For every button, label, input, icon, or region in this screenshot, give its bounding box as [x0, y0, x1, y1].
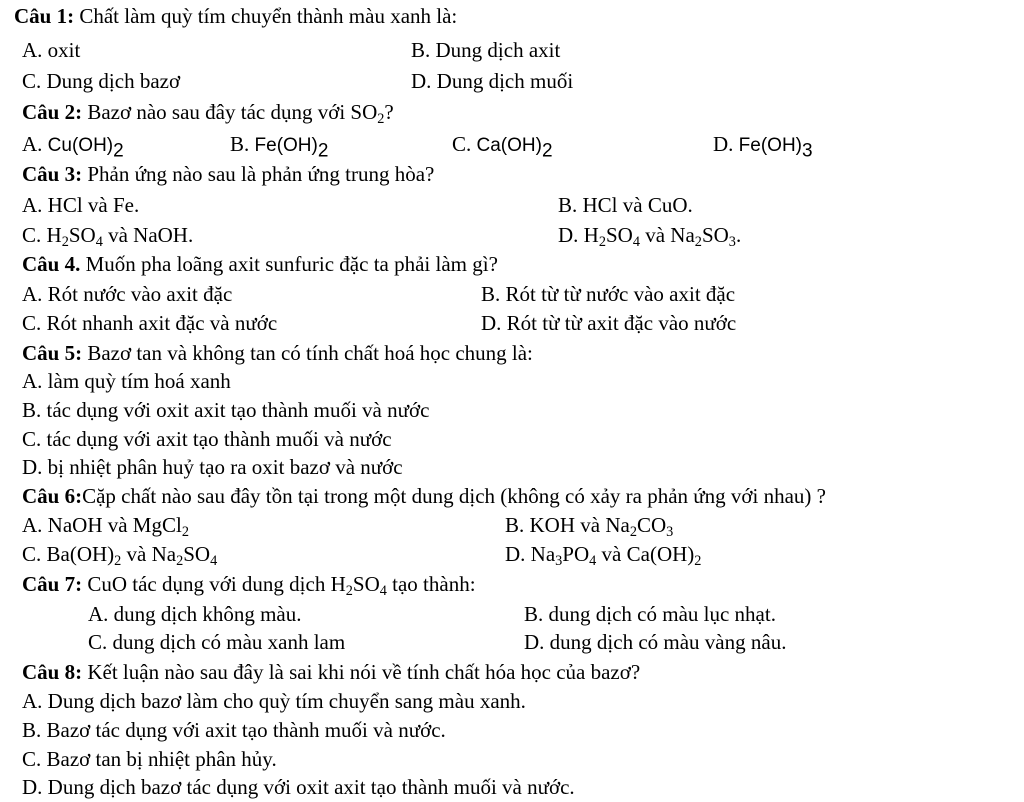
option-b: B. KOH và $Na_2CO_3$ — [505, 513, 674, 540]
question-text: Phản ứng nào sau là phản ứng trung hòa? — [82, 162, 435, 186]
question-label: Câu 3: — [22, 162, 83, 186]
options-row — [0, 396, 1024, 425]
question-2 — [22, 98, 394, 127]
option-d: D. $Fe(OH)_3$ — [713, 132, 813, 162]
option-d: D. Rót từ từ axit đặc vào nước — [481, 311, 737, 335]
options-row — [0, 280, 1024, 309]
question-text: Chất làm quỳ tím chuyển thành màu xanh là: — [74, 4, 458, 28]
subscript: 2 — [377, 110, 385, 127]
option-d: D. dung dịch có màu vàng nâu. — [524, 630, 787, 654]
options-row — [0, 453, 1024, 482]
question-text: Bazơ nào sau đây tác dụng với SO — [82, 100, 378, 124]
question-6 — [22, 482, 826, 511]
option-c: C. dung dịch có màu xanh lam — [88, 630, 346, 654]
question-8 — [22, 658, 640, 687]
option-b: B. tác dụng với oxit axit tạo thành muối và nước — [22, 398, 430, 422]
option-a: A. $Cu(OH)_2$ — [22, 132, 124, 162]
option-d: D. $Na_3PO_4$ và $Ca(OH)_2$ — [505, 542, 702, 569]
options-row — [0, 716, 1024, 745]
question-label: Câu 5: — [22, 341, 83, 365]
question-text: Muốn pha loãng axit sunfuric đặc ta phải làm gì? — [80, 252, 498, 276]
options-row — [0, 367, 1024, 396]
options-row — [0, 309, 1024, 338]
options-row — [0, 540, 1024, 569]
options-row — [0, 687, 1024, 716]
question-label: Câu 8: — [22, 660, 83, 684]
question-label: Câu 6: — [22, 484, 83, 508]
option-d: D. $H_2SO_4$ và $Na_2SO_3$. — [558, 223, 742, 250]
option-c: C. $H_2SO_4$ và NaOH. — [22, 223, 194, 250]
options-row — [0, 773, 1024, 802]
options-row — [0, 67, 1024, 96]
option-b: B. dung dịch có màu lục nhạt. — [524, 602, 776, 626]
options-row — [0, 511, 1024, 540]
options-row — [0, 36, 1024, 65]
question-text: Cặp chất nào sau đây tồn tại trong một dung dịch (không có xảy ra phản ứng với nhau) ? — [82, 484, 826, 508]
question-text: CuO tác dụng với dung dịch $H_2SO_4$ tạo thành: — [82, 572, 476, 599]
question-7 — [22, 570, 476, 599]
question-text: Kết luận nào sau đây là sai khi nói về tính chất hóa học của bazơ? — [82, 660, 641, 684]
option-b: B. Rót từ từ nước vào axit đặc — [481, 282, 736, 306]
option-d: D. Dung dịch muối — [411, 69, 574, 93]
option-a: A. làm quỳ tím hoá xanh — [22, 369, 231, 393]
question-text: Bazơ tan và không tan có tính chất hoá học chung là: — [82, 341, 533, 365]
option-d: D. Dung dịch bazơ tác dụng với oxit axit tạo thành muối và nước. — [22, 775, 575, 799]
question-label: Câu 1: — [14, 4, 75, 28]
question-5 — [22, 339, 533, 368]
options-row — [0, 130, 1024, 162]
options-row — [0, 745, 1024, 774]
option-c: C. $Ca(OH)_2$ — [452, 132, 553, 162]
options-row — [0, 425, 1024, 454]
question-1 — [14, 2, 457, 31]
options-row — [0, 628, 1024, 657]
question-label: Câu 7: — [22, 572, 83, 596]
option-c: C. Bazơ tan bị nhiệt phân hủy. — [22, 747, 277, 771]
question-4 — [22, 250, 498, 279]
question-3 — [22, 160, 434, 189]
option-a: A. Dung dịch bazơ làm cho quỳ tím chuyển sang màu xanh. — [22, 689, 526, 713]
option-b: B. $Fe(OH)_2$ — [230, 132, 329, 162]
option-c: C. $Ba(OH)_2$ và $Na_2SO_4$ — [22, 542, 218, 569]
option-b: B. Dung dịch axit — [411, 38, 561, 62]
options-row — [0, 191, 1024, 220]
option-b: B. Bazơ tác dụng với axit tạo thành muối và nước. — [22, 718, 446, 742]
option-b: B. HCl và CuO. — [558, 193, 693, 217]
option-d: D. bị nhiệt phân huỷ tạo ra oxit bazơ và nước — [22, 455, 403, 479]
option-a: A. NaOH và MgCl$_2$ — [22, 513, 189, 540]
option-c: C. Dung dịch bazơ — [22, 69, 181, 93]
option-c: C. Rót nhanh axit đặc và nước — [22, 311, 278, 335]
question-label: Câu 4. — [22, 252, 81, 276]
option-a: A. oxit — [22, 38, 81, 62]
options-row — [0, 221, 1024, 250]
question-text-end: ? — [384, 100, 394, 124]
options-row — [0, 600, 1024, 629]
option-a: A. Rót nước vào axit đặc — [22, 282, 233, 306]
option-a: A. HCl và Fe. — [22, 193, 140, 217]
option-c: C. tác dụng với axit tạo thành muối và nước — [22, 427, 392, 451]
option-a: A. dung dịch không màu. — [88, 602, 302, 626]
question-label: Câu 2: — [22, 100, 83, 124]
